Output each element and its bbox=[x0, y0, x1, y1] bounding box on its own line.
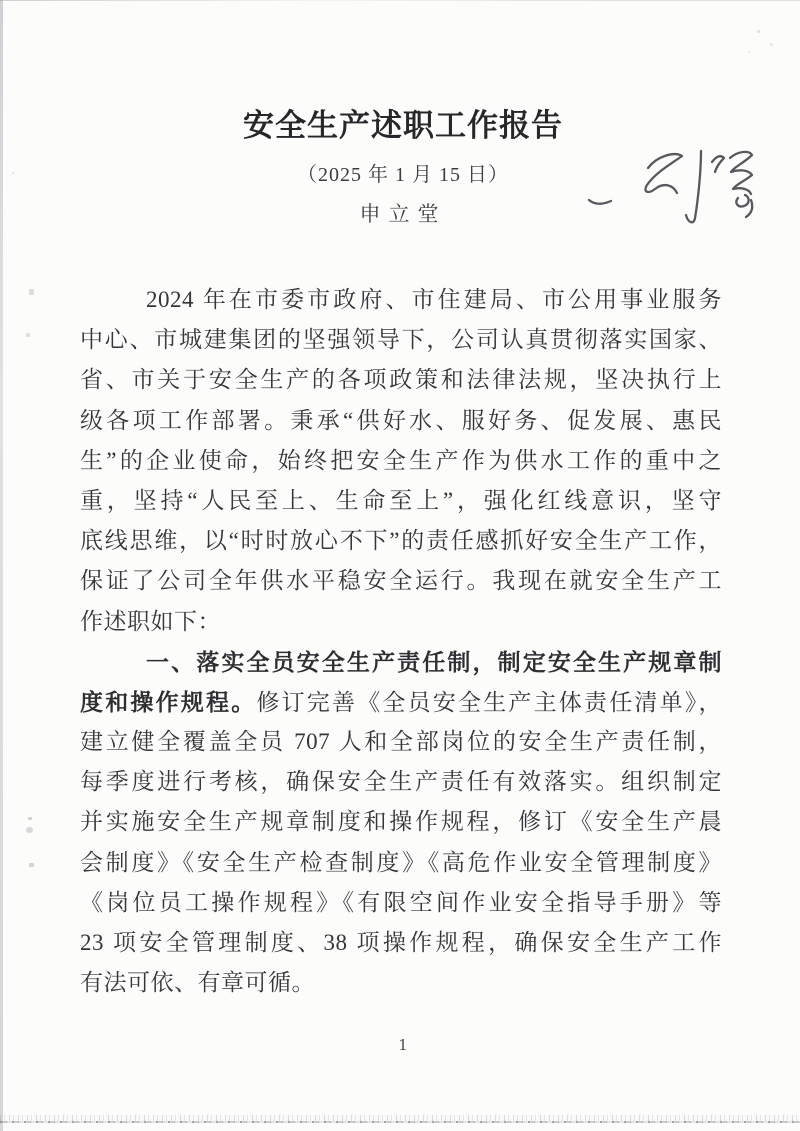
body-text: 保证了公司全年供水平稳安全运行。我现在就安全生产工 bbox=[80, 568, 722, 594]
body-line bbox=[80, 280, 722, 320]
scan-edge-bottom bbox=[0, 1121, 800, 1123]
body-line bbox=[80, 963, 722, 1003]
body-line bbox=[80, 561, 722, 601]
scan-speck bbox=[28, 817, 32, 820]
body-text: 生”的企业使命，始终把安全生产作为供水工作的重中之 bbox=[80, 447, 722, 473]
body-line bbox=[80, 521, 722, 561]
body-line bbox=[80, 481, 722, 521]
scan-speck bbox=[770, 43, 773, 46]
body-line bbox=[80, 802, 722, 842]
body-line bbox=[80, 923, 722, 963]
body-text: 重，坚持“人民至上、生命至上”，强化红线意识，坚守 bbox=[80, 487, 722, 513]
body-text: 修订完善《全员安全生产主体责任清单》， bbox=[256, 689, 723, 715]
body-text: 《岗位员工操作规程》《有限空间作业安全指导手册》等 bbox=[80, 889, 722, 915]
scan-edge-top bbox=[0, 0, 800, 1]
body-text: 省、市关于安全生产的各项政策和法律法规，坚决执行上 bbox=[80, 367, 722, 393]
body-text: 并实施安全生产规章制度和操作规程，修订《安全生产晨 bbox=[80, 809, 722, 835]
document-author: 申立堂 bbox=[359, 202, 447, 226]
body-text: 每季度进行考核，确保安全生产责任有效落实。组织制定 bbox=[80, 769, 722, 795]
body-line bbox=[80, 602, 722, 642]
body-line bbox=[80, 320, 722, 360]
body-text-bold: 度和操作规程。 bbox=[80, 688, 257, 715]
body-text: 2024 年在市委市政府、市住建局、市公用事业服务 bbox=[146, 287, 722, 312]
body-line bbox=[80, 360, 722, 400]
scan-speck bbox=[757, 30, 760, 33]
scan-speck bbox=[748, 51, 750, 53]
body-line bbox=[80, 441, 722, 481]
scan-speck bbox=[12, 172, 14, 174]
body-text-bold: 一、落实全员安全生产责任制，制定安全生产规章制 bbox=[146, 648, 722, 675]
scan-speck bbox=[29, 289, 34, 295]
body-line bbox=[80, 722, 722, 762]
page-number: 1 bbox=[398, 1036, 408, 1054]
body-line bbox=[80, 883, 722, 923]
document-date: （2025 年 1 月 15 日） bbox=[297, 164, 509, 186]
body-text: 建立健全覆盖全员 707 人和全部岗位的安全生产责任制， bbox=[80, 729, 722, 755]
body-text: 会制度》《安全生产检查制度》《高危作业安全管理制度》 bbox=[80, 849, 722, 875]
body-text: 底线思维，以“时时放心不下”的责任感抓好安全生产工作， bbox=[80, 528, 722, 554]
scan-speck bbox=[26, 827, 33, 833]
document-body bbox=[80, 280, 722, 1003]
handwritten-signature-icon bbox=[585, 138, 765, 233]
body-line bbox=[80, 762, 722, 802]
body-line bbox=[80, 401, 722, 441]
scan-speck bbox=[29, 863, 34, 867]
body-text: 作述职如下： bbox=[80, 608, 221, 634]
body-line bbox=[80, 843, 722, 883]
document-title: 安全生产述职工作报告 bbox=[243, 108, 563, 143]
body-text: 级各项工作部署。秉承“供好水、服好务、促发展、惠民 bbox=[80, 407, 722, 433]
body-line bbox=[80, 682, 722, 722]
body-line bbox=[80, 642, 722, 682]
body-text: 23 项安全管理制度、38 项操作规程，确保安全生产工作 bbox=[80, 930, 722, 955]
body-text: 有法可依、有章可循。 bbox=[80, 970, 315, 996]
body-text: 中心、市城建集团的坚强领导下，公司认真贯彻落实国家、 bbox=[80, 327, 722, 353]
scan-speck bbox=[26, 333, 30, 337]
